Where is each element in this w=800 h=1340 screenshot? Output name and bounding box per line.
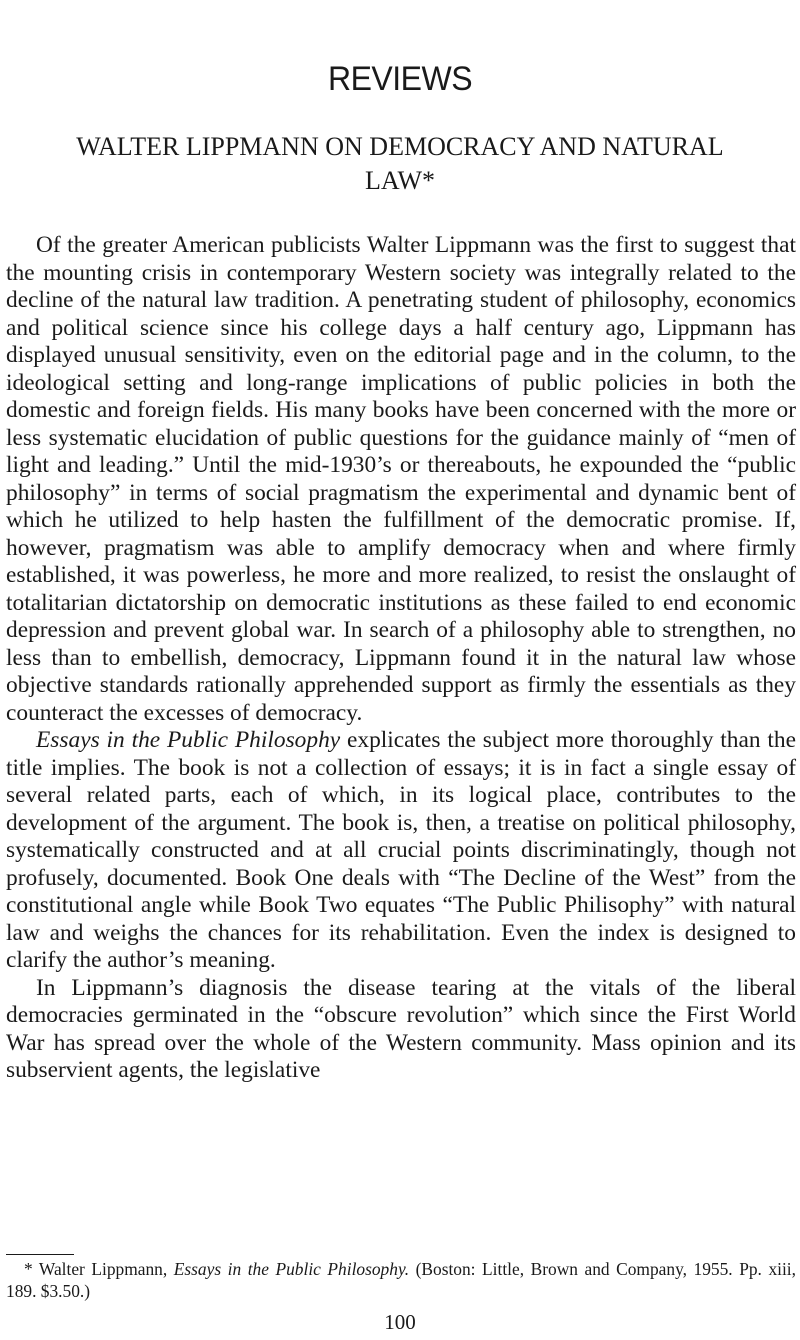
review-title: WALTER LIPPMANN ON DEMOCRACY AND NATURAL LAW*	[76, 132, 724, 195]
paragraph-3	[6, 975, 796, 1085]
footnote	[6, 1258, 796, 1302]
paragraph-1	[6, 232, 796, 727]
paragraph-2-book-title: Essays in the Public Philosophy	[36, 727, 341, 753]
section-heading: REVIEWS	[327, 58, 473, 98]
paragraph-3-text: In Lippmann’s diagnosis the disease tearing at the vitals of the liberal democracies germinated in the “obscure revolution” which since the First World War has spread over the whole of the Western community. Mass opinion and its subservient agents, the legislative	[6, 974, 796, 1083]
paragraph-2-text: explicates the subject more thoroughly than the title implies. The book is not a collection of essays; it is in fact a single essay of several related parts, each of which, in its logical place, contributes to the development of the argument. The book is, then, a treatise on political philosophy, systematically constructed and at all crucial points discriminatingly, though not profusely, documented. Book One deals with “The Decline of the West” from the constitutional angle while Book Two equates “The Public Philisophy” with natural law and weighs the chances for its rehabilitation. Even the index is designed to clarify the author’s meaning.	[6, 727, 797, 973]
review-body	[6, 232, 796, 1085]
page-number: 100	[384, 1310, 416, 1334]
footnote-rule	[6, 1254, 74, 1255]
footnote-publication-info: (Boston: Little, Brown and Company, 1955. Pp. xiii, 189. $3.50.)	[6, 1259, 796, 1301]
paragraph-2	[6, 727, 796, 975]
footnote-marker-text: * Walter Lippmann,	[24, 1259, 174, 1279]
footnote-book-title: Essays in the Public Philosophy.	[173, 1259, 410, 1279]
paragraph-1-text: Of the greater American publicists Walter Lippmann was the first to suggest that the mounting crisis in contemporary Western society was integrally related to the decline of the natural law tradition. A penetrating student of philosophy, economics and political science since his college days a half century ago, Lippmann has displayed unusual sensitivity, even on the editorial page and in the column, to the ideological setting and long-range implications of public policies in both the domestic and foreign fields. His many books have been concerned with the more or less systematic elucidation of public questions for the guidance mainly of “men of light and leading.” Until the mid-1930’s or thereabouts, he expounded the “public philosophy” in terms of social pragmatism the experimental and dynamic bent of which he utilized to help hasten the fulfillment of the democratic promise. If, however, pragmatism was able to amplify democracy when and where firmly established, it was powerless, he more and more realized, to resist the onslaught of totalitarian dictatorship on democratic institutions as these failed to end economic depression and prevent global war. In search of a philosophy able to strengthen, no less than to embellish, democracy, Lippmann found it in the natural law whose objective standards rationally apprehended support as firmly the essentials as they counteract the excesses of democracy.	[6, 232, 796, 726]
